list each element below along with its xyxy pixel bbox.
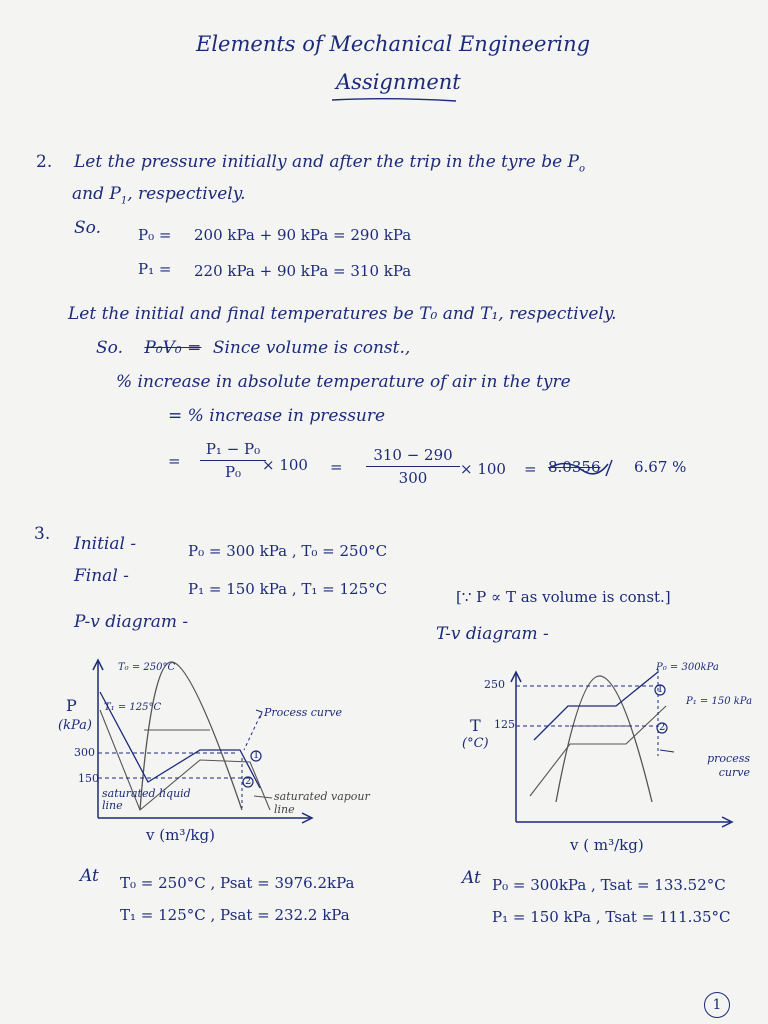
tv-point-2: 2 <box>659 722 666 733</box>
q2-since-prefix: So. <box>96 338 123 358</box>
q2-fraction-2 <box>366 446 460 487</box>
tv-y-label: T <box>470 716 481 735</box>
q2-line1-text: Let the pressure initially and after the trip in the tyre be P <box>74 152 579 172</box>
q2-times-1: × 100 <box>262 456 308 474</box>
tv-diagram-title: T-v diagram - <box>436 624 549 644</box>
q2-frac1-num: P₁ − P₀ <box>205 440 261 458</box>
q2-line1 <box>74 152 585 174</box>
pv-tick-300: 300 <box>74 746 95 759</box>
q2-fraction-1 <box>200 440 266 481</box>
tv-tick-250: 250 <box>484 678 505 691</box>
pv-diagram-title: P-v diagram - <box>74 612 189 632</box>
q2-eq4-sign: = <box>524 460 537 478</box>
q2-line2-text: and P <box>72 184 121 204</box>
tv-isobar-p0 <box>534 672 658 740</box>
results-left-line2: T₁ = 125°C , Psat = 232.2 kPa <box>120 906 350 924</box>
q3-final-note: [∵ P ∝ T as volume is const.] <box>456 588 671 606</box>
q3-initial-label: Initial - <box>74 534 137 554</box>
q2-since-text: Since volume is const., <box>212 338 411 358</box>
pv-point-2: 2 <box>245 776 252 787</box>
q2-p0-rhs: 200 kPa + 90 kPa = 290 kPa <box>194 226 412 244</box>
q3-initial-values: P₀ = 300 kPa , T₀ = 250°C <box>188 542 388 560</box>
q2-eq2-sign: = <box>168 452 181 470</box>
results-right-line1: P₀ = 300kPa , Tsat = 133.52°C <box>492 876 726 894</box>
q2-struck-value: 8.0356 <box>548 458 601 476</box>
pv-point-1: 1 <box>253 750 260 761</box>
q2-p1-lhs: P₁ = <box>138 260 172 278</box>
pv-sat-vapour-label: saturated vapour line <box>274 790 370 816</box>
q2-line2-sub: 1 <box>120 195 128 207</box>
pv-tick-150: 150 <box>78 772 99 785</box>
tv-process-curve-label: process curve <box>707 752 750 779</box>
tv-isobar-p1 <box>530 706 666 796</box>
pv-x-label: v (m³/kg) <box>146 826 215 844</box>
q2-result: 6.67 % <box>634 458 687 476</box>
page-title: Elements of Mechanical Engineering <box>196 32 591 56</box>
q2-frac2-num: 310 − 290 <box>373 446 453 464</box>
q3-number: 3. <box>34 524 51 544</box>
q2-number: 2. <box>36 152 53 172</box>
pv-y-unit: (kPa) <box>58 718 92 733</box>
q2-frac1-den: P₀ <box>224 463 242 481</box>
tv-p1-label: P₁ = 150 kPa <box>686 696 753 707</box>
q2-frac2-den: 300 <box>398 469 428 487</box>
q2-p1-rhs: 220 kPa + 90 kPa = 310 kPa <box>194 262 412 280</box>
results-right-line2: P₁ = 150 kPa , Tsat = 111.35°C <box>492 908 731 926</box>
q2-times-2: × 100 <box>460 460 506 478</box>
q2-eq3-sign: = <box>330 458 343 476</box>
tv-y-unit: (°C) <box>462 736 489 751</box>
q2-line2-end: , respectively. <box>127 184 246 204</box>
tv-point-1: 1 <box>657 684 664 695</box>
tv-tick-125: 125 <box>494 718 515 731</box>
pv-process-arrow <box>244 716 260 750</box>
q2-p0-lhs: P₀ = <box>138 226 172 244</box>
pv-t1-label: T₁ = 125°C <box>104 702 162 713</box>
tv-saturation-dome <box>556 676 652 802</box>
pv-vapour-arrow <box>254 796 272 798</box>
q3-final-label: Final - <box>74 566 129 586</box>
tv-p0-label: P₀ = 300kPa <box>656 662 719 673</box>
pv-t0-label: T₀ = 250°C <box>118 662 176 673</box>
q2-since-struck: P₀V₀ = <box>144 338 202 358</box>
tv-diagram <box>490 660 760 830</box>
q2-line1-sub: o <box>579 163 586 175</box>
results-right-at: At <box>462 868 481 888</box>
tv-process-arrow <box>660 750 674 752</box>
pv-process-arrowhead <box>256 710 262 718</box>
pv-y-label: P <box>66 696 77 715</box>
q2-eq1: = % increase in pressure <box>168 406 386 426</box>
q2-temp-line: Let the initial and final temperatures be T₀ and T₁, respectively. <box>68 304 617 324</box>
page-number: 1 <box>704 992 730 1018</box>
results-left-line1: T₀ = 250°C , Psat = 3976.2kPa <box>120 874 355 892</box>
q2-pct-line: % increase in absolute temperature of air in the tyre <box>116 372 571 392</box>
q2-since <box>96 338 410 358</box>
page-subtitle: Assignment <box>336 70 461 94</box>
tv-x-label: v ( m³/kg) <box>570 836 644 854</box>
pv-sat-liquid-label: saturated liquid line <box>102 787 191 812</box>
title-underline <box>330 96 460 104</box>
q2-scribble <box>546 454 616 480</box>
pv-process-curve-label: Process curve <box>264 706 342 719</box>
q3-final-values: P₁ = 150 kPa , T₁ = 125°C <box>188 580 388 598</box>
results-left-at: At <box>80 866 99 886</box>
q2-line2 <box>72 184 246 206</box>
q2-so: So. <box>74 218 101 238</box>
